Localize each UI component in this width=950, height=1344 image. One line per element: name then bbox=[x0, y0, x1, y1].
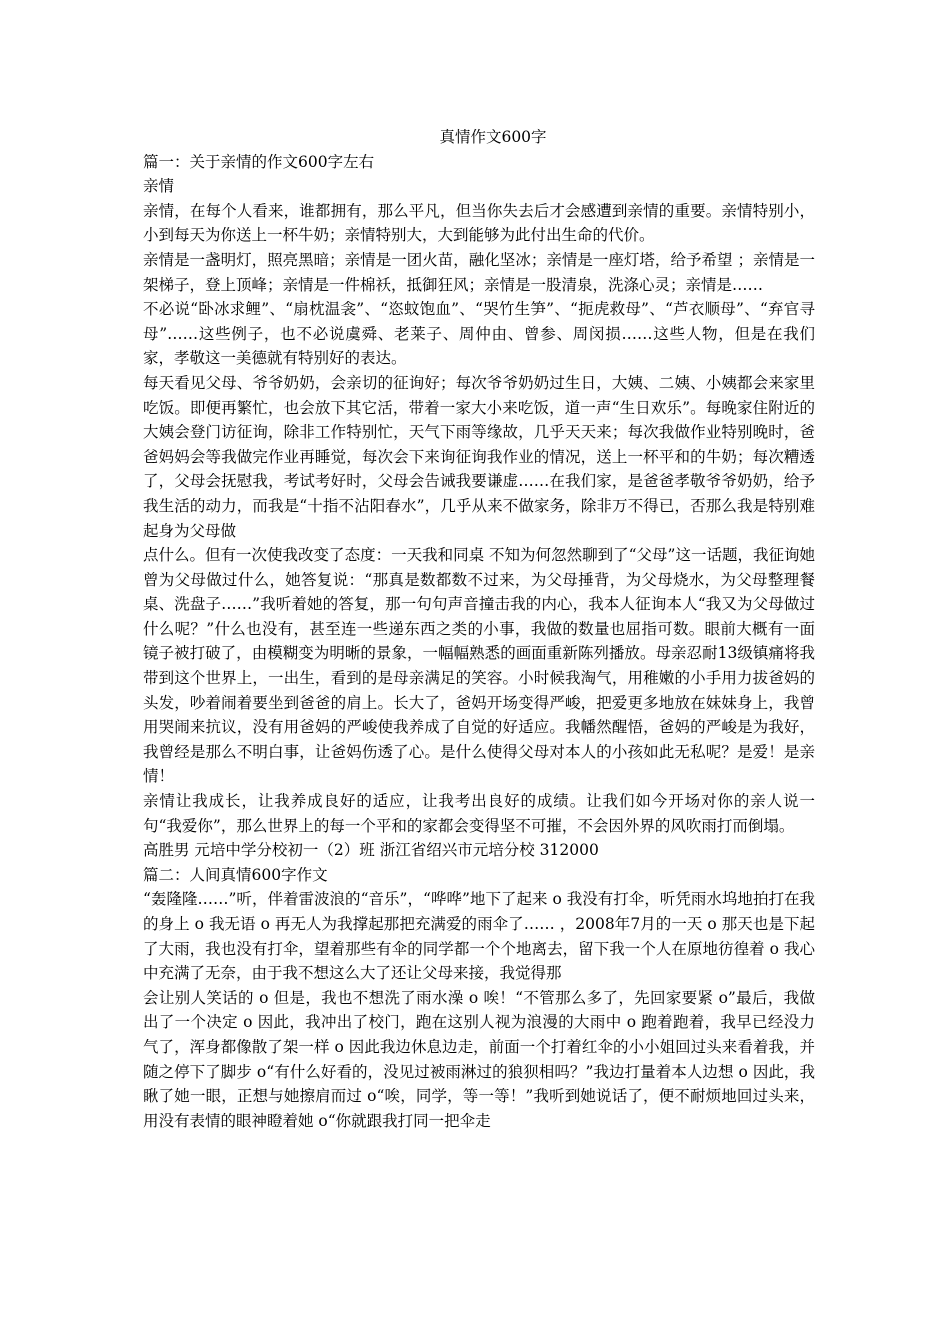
author-line: 高胜男 元培中学分校初一（2）班 浙江省绍兴市元培分校 312000 bbox=[143, 841, 599, 860]
paragraph: 点什么。但有一次使我改变了态度：一天我和同桌 不知为何忽然聊到了“父母”这一话题，我征询她曾为父母做过什么，她答复说：“那真是数都数不过来，为父母捶背，为父母烧水，为父母整理餐桌、洗盘子……”我听着她的答复，那一句句声音撞击我的内心，我本人征询本人“我又为父母做过什么呢？”什么也没有，甚至连一些递东西之类的小事，我做的数量也屈指可数。眼前大概有一面镜子被打破了，由模糊变为明晰的景象，一幅幅熟悉的画面重新陈列播放。母亲忍耐13级镇痛将我带到这个世界上，一出生，看到的是母亲满足的笑容。小时候我淘气，用稚嫩的小手用力拔爸妈的头发，吵着闹着要坐到爸爸的肩上。长大了，爸妈开场变得严峻，把爱更多地放在妹妹身上，我曾用哭闹来抗议，没有用爸妈的严峻使我养成了自觉的好适应。我幡然醒悟，爸妈的严峻是为我好，我曾经是那么不明白事，让爸妈伤透了心。是什么使得父母对本人的小孩如此无私呢？是爱！是亲情！ bbox=[143, 546, 815, 786]
paragraph: “轰隆隆……”听，伴着雷波浪的“音乐”，“哗哗”地下了起来 o 我没有打伞，听凭雨水坞地拍打在我的身上 o 我无语 o 再无人为我撑起那把充满爱的雨伞了…… ，2008年7月的一天 o 那天也是下起了大雨，我也没有打伞，望着那些有伞的同学都一个个地离去，留下我一个人在原地彷徨着 o 我心中充满了无奈，由于我不想这么大了还让父母来接，我觉得那 bbox=[143, 890, 815, 983]
heading-part-two: 篇二：人间真情600字作文 bbox=[143, 865, 328, 884]
paragraph: 亲情，在每个人看来，谁都拥有，那么平凡，但当你失去后才会感遭到亲情的重要。亲情特别小，小到每天为你送上一杯牛奶；亲情特别大，大到能够为此付出生命的代价。 bbox=[143, 201, 815, 245]
heading-part-one: 篇一：关于亲情的作文600字左右 bbox=[143, 152, 375, 171]
paragraph: 亲情是一盏明灯，照亮黑暗；亲情是一团火苗，融化坚冰；亲情是一座灯塔，给予希望 ；亲情是一架梯子，登上顶峰；亲情是一件棉袄，抵御狂风；亲情是一股清泉，洗涤心灵；亲情是…… bbox=[143, 250, 815, 294]
paragraph: 亲情让我成长，让我养成良好的适应，让我考出良好的成绩。让我们如今开场对你的亲人说一句“我爱你”，那么世界上的每一个平和的家都会变得坚不可摧，不会因外界的风吹雨打而倒塌。 bbox=[143, 792, 815, 835]
essay-title: 亲情 bbox=[143, 177, 175, 196]
paragraph: 会让别人笑话的 o 但是，我也不想洗了雨水澡 o 唉！“不管那么多了，先回家要紧 o”最后，我做出了一个决定 o 因此，我冲出了校门，跑在这别人视为浪漫的大雨中 o 跑着跑着，我早已经没力气了，浑身都像散了架一样 o 因此我边休息边走，前面一个打着红伞的小小姐回过头来看着我，并随之停下了脚步 o“有什么好看的，没见过被雨淋过的狼狈相吗？”我边打量着本人边想 o 因此，我瞅了她一眼，正想与她擦肩而过 o“唉，同学，等一等！”我听到她说话了，便不耐烦地回过头来，用没有表情的眼神瞪着她 o“你就跟我打同一把伞走 bbox=[143, 988, 815, 1130]
paragraph: 每天看见父母、爷爷奶奶，会亲切的征询好；每次爷爷奶奶过生日，大姨、二姨、小姨都会来家里吃饭。即便再繁忙，也会放下其它活，带着一家大小来吃饭，道一声“生日欢乐”。每晚家住附近的大姨会登门访征询，除非工作特别忙，天气下雨等缘故，几乎天天来；每次我做作业特别晚时，爸爸妈妈会等我做完作业再睡觉，每次会下来询征询我作业的情况，送上一杯平和的牛奶；每次糟透了，父母会抚慰我，考试考好时，父母会告诫我要谦虚……在我们家，是爸爸孝敬爷爷奶奶，给予我生活的动力，而我是“十指不沾阳春水”，几乎从来不做家务，除非万不得已，否那么我是特别难起身为父母做 bbox=[143, 373, 815, 540]
document-title: 真情作文600字 bbox=[439, 128, 547, 146]
paragraph: 不必说“卧冰求鲤”、“扇枕温衾”、“恣蚊饱血”、“哭竹生笋”、“扼虎救母”、“芦衣顺母”、“弃官寻母”……这些例子，也不必说虞舜、老莱子、周仲由、曾参、周闵损……这些人物，但是在我们家，孝敬这一美德就有特别好的表达。 bbox=[143, 300, 816, 368]
document-body bbox=[143, 125, 815, 1133]
